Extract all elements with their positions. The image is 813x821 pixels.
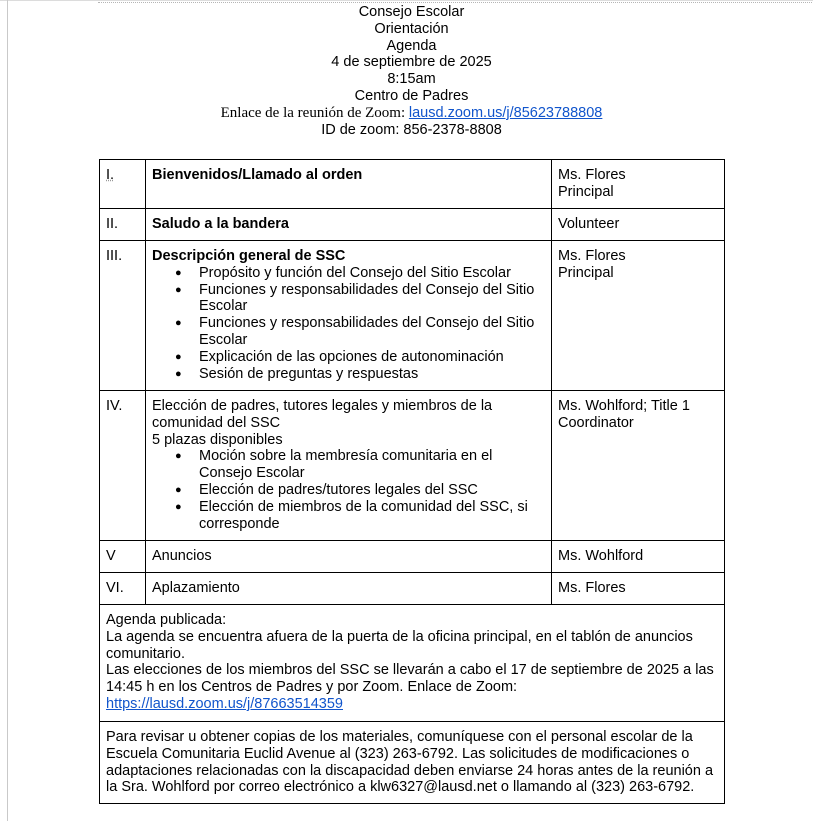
header-zoom-id: ID de zoom: 856-2378-8808 xyxy=(321,121,502,138)
list-item: ● Elección de miembros de la comunidad del SSC, si corresponde xyxy=(199,499,545,533)
header-date: 4 de septiembre de 2025 xyxy=(331,54,492,71)
item-presenter: Ms. Wohlford xyxy=(552,541,725,573)
document-header xyxy=(100,4,723,138)
agenda-row-1 xyxy=(100,160,725,209)
item-number: II. xyxy=(100,209,146,241)
item-presenter: Volunteer xyxy=(552,209,725,241)
item-number: I. xyxy=(100,160,146,209)
list-item: ● Explicación de las opciones de autonominación xyxy=(199,349,545,366)
item-number: III. xyxy=(100,241,146,391)
item-title: Descripción general de SSC ● Propósito y función del Consejo del Sitio Escolar ● Funciones y responsabilidades del Consejo del Sitio Escolar ● Funciones y responsabilidades del Consejo del Sitio Escolar ● Explicación de las opciones de autonominación ● Sesión de preguntas y respuestas xyxy=(146,241,552,391)
list-item: ● Sesión de preguntas y respuestas xyxy=(199,366,545,383)
header-council: Consejo Escolar xyxy=(358,4,465,20)
bullet-list xyxy=(152,448,545,532)
agenda-row-2 xyxy=(100,209,725,241)
header-orientation: Orientación xyxy=(374,20,449,37)
elections-zoom-link[interactable]: https://lausd.zoom.us/j/87663514359 xyxy=(106,695,343,712)
item-presenter: Ms. Flores Principal xyxy=(552,160,725,209)
elections-text: Las elecciones de los miembros del SSC se llevarán a cabo el 17 de septiembre de 2025 a las 14:45 h en los Centros de Padres y por Zoom. Enlace de Zoom: xyxy=(106,662,714,696)
zoom-meeting-link[interactable]: lausd.zoom.us/j/85623788808 xyxy=(408,104,603,121)
posting-notes-row xyxy=(100,605,725,722)
agenda-row-3 xyxy=(100,241,725,391)
header-time: 8:15am xyxy=(387,71,436,88)
list-item: ● Funciones y responsabilidades del Consejo del Sitio Escolar xyxy=(199,282,545,316)
agenda-row-5 xyxy=(100,541,725,573)
header-zoom-line xyxy=(100,105,723,122)
item-title: Anuncios xyxy=(146,541,552,573)
item-title: Aplazamiento xyxy=(146,573,552,605)
posted-text: La agenda se encuentra afuera de la puerta de la oficina principal, en el tablón de anuncios comunitario. xyxy=(106,628,693,662)
bullet-list xyxy=(152,265,545,383)
contact-notes-cell: Para revisar u obtener copias de los materiales, comuníquese con el personal escolar de la Escuela Comunitaria Euclid Avenue al (323) 263-6792. Las solicitudes de modificaciones o adaptaciones relacionadas con la discapacidad deben enviarse 24 horas antes de la reunión a la Sra. Wohlford por correo electrónico a klw6327@lausd.net o llamando al (323) 263-6792. xyxy=(100,722,725,804)
item-presenter: Ms. Wohlford; Title 1 Coordinator xyxy=(552,391,725,541)
posted-title: Agenda publicada: xyxy=(106,612,227,628)
item-number: VI. xyxy=(100,573,146,605)
item-title: Bienvenidos/Llamado al orden xyxy=(146,160,552,209)
contact-notes-row xyxy=(100,722,725,804)
posting-notes-cell xyxy=(100,605,725,722)
list-item: ● Propósito y función del Consejo del Sitio Escolar xyxy=(199,265,545,282)
item-presenter: Ms. Flores xyxy=(552,573,725,605)
header-location: Centro de Padres xyxy=(354,87,469,104)
list-item: ● Elección de padres/tutores legales del SSC xyxy=(199,482,545,499)
item-number: V xyxy=(100,541,146,573)
agenda-row-4 xyxy=(100,391,725,541)
list-item: ● Moción sobre la membresía comunitaria en el Consejo Escolar xyxy=(199,448,545,482)
item-presenter: Ms. Flores Principal xyxy=(552,241,725,391)
zoom-label: Enlace de la reunión de Zoom: xyxy=(220,104,409,121)
list-item: ● Funciones y responsabilidades del Consejo del Sitio Escolar xyxy=(199,315,545,349)
agenda-table xyxy=(99,159,725,804)
header-agenda: Agenda xyxy=(386,37,437,54)
item-title: Elección de padres, tutores legales y miembros de la comunidad del SSC 5 plazas disponibles ● Moción sobre la membresía comunitaria en el Consejo Escolar ● Elección de padres/tutores legales del SSC ● Elección de miembros de la comunidad del SSC, si corresponde xyxy=(146,391,552,541)
item-number: IV. xyxy=(100,391,146,541)
page-top-margin-guide xyxy=(98,2,813,3)
item-title: Saludo a la bandera xyxy=(146,209,552,241)
page-top-edge xyxy=(0,0,813,1)
page-left-edge xyxy=(7,0,8,821)
agenda-row-6 xyxy=(100,573,725,605)
